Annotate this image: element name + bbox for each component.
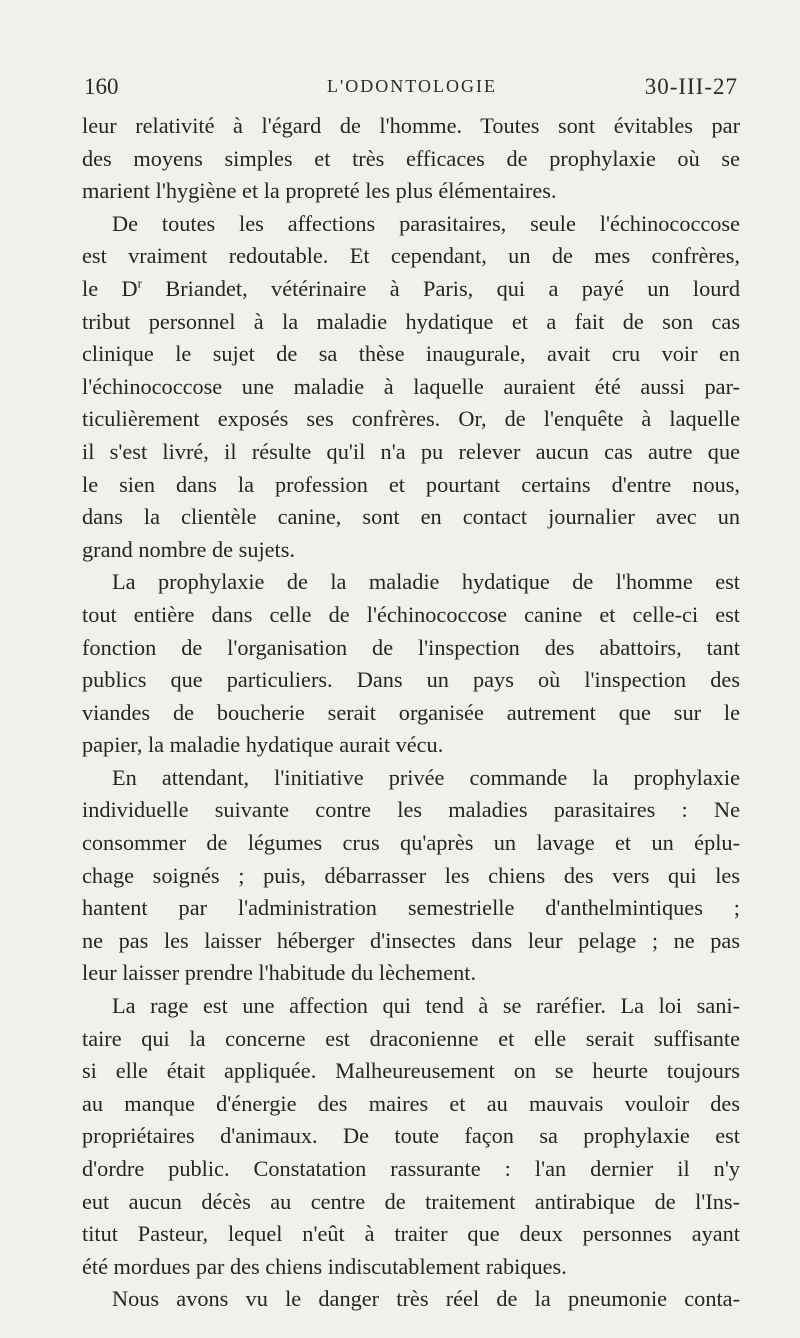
- text-line: l'échinococcose une maladie à laquelle auraient été aussi par-: [82, 373, 740, 399]
- text-line: d'ordre public. Constatation rassurante : l'an dernier il n'y: [82, 1156, 740, 1181]
- text-line: dans la clientèle canine, sont en contact journalier avec un: [82, 504, 740, 530]
- text-line: tout entière dans celle de l'échinococcose canine et celle-ci est: [82, 601, 740, 627]
- text-line: ticulièrement exposés ses confrères. Or, de l'enquête à laquelle: [82, 406, 740, 432]
- text-line: tribut personnel à la maladie hydatique et a fait de son cas: [82, 308, 740, 334]
- text-line: hantent par l'administration semestrielle d'anthelmintiques ;: [82, 895, 740, 921]
- text-line: viandes de boucherie serait organisée autrement que sur le: [82, 699, 740, 725]
- text-line: titut Pasteur, lequel n'eût à traiter que deux personnes ayant: [82, 1221, 740, 1247]
- text-line: publics que particuliers. Dans un pays où l'inspection des: [82, 667, 740, 693]
- text-line: le $D^r$ Briandet, vétérinaire à Paris, qui a payé un lourd: [82, 275, 740, 301]
- text-line: Nous avons vu le danger très réel de la pneumonie conta-: [112, 1286, 740, 1312]
- text-line: le sien dans la profession et pourtant certains d'entre nous,: [82, 471, 740, 497]
- text-line: leur laisser prendre l'habitude du lèchement.: [82, 960, 477, 986]
- page-header: [84, 74, 740, 108]
- page-number: 160: [84, 74, 119, 99]
- text-line: marient l'hygiène et la propreté les plus élémentaires.: [82, 178, 557, 204]
- text-line: La prophylaxie de la maladie hydatique de l'homme est: [112, 569, 740, 595]
- text-line: leur relativité à l'égard de l'homme. Toutes sont évitables par: [82, 113, 740, 138]
- text-line: papier, la maladie hydatique aurait vécu.: [82, 732, 444, 758]
- text-line: été mordues par des chiens indiscutablement rabiques.: [82, 1253, 567, 1279]
- text-line: si elle était appliquée. Malheureusement on se heurte toujours: [82, 1058, 740, 1084]
- text-line: En attendant, l'initiative privée commande la prophylaxie: [112, 764, 740, 790]
- text-line: des moyens simples et très efficaces de prophylaxie où se: [82, 145, 740, 171]
- text-line: chage soignés ; puis, débarrasser les chiens des vers qui les: [82, 862, 740, 888]
- body-text: [82, 110, 740, 1316]
- text-line: propriétaires d'animaux. De toute façon sa prophylaxie est: [82, 1123, 740, 1149]
- running-title: L'ODONTOLOGIE: [327, 76, 497, 96]
- text-line: est vraiment redoutable. Et cependant, un de mes confrères,: [82, 243, 740, 269]
- text-line: De toutes les affections parasitaires, seule l'échinococcose: [112, 210, 740, 236]
- text-line: il s'est livré, il résulte qu'il n'a pu relever aucun cas autre que: [82, 438, 740, 464]
- text-line: individuelle suivante contre les maladies parasitaires : Ne: [82, 797, 740, 823]
- text-line: consommer de légumes crus qu'après un lavage et un éplu-: [82, 830, 740, 856]
- text-line: eut aucun décès au centre de traitement antirabique de l'Ins-: [82, 1188, 740, 1214]
- text-line: grand nombre de sujets.: [82, 536, 296, 562]
- text-line: au manque d'énergie des maires et au mauvais vouloir des: [82, 1090, 740, 1116]
- text-line: La rage est une affection qui tend à se raréfier. La loi sani-: [112, 993, 740, 1019]
- text-line: fonction de l'organisation de l'inspection des abattoirs, tant: [82, 634, 740, 660]
- text-line: ne pas les laisser héberger d'insectes dans leur pelage ; ne pas: [82, 927, 740, 953]
- text-line: taire qui la concerne est draconienne et elle serait suffisante: [82, 1025, 740, 1051]
- issue-date: 30-III-27: [644, 74, 738, 99]
- text-line: clinique le sujet de sa thèse inaugurale, avait cru voir en: [82, 341, 740, 367]
